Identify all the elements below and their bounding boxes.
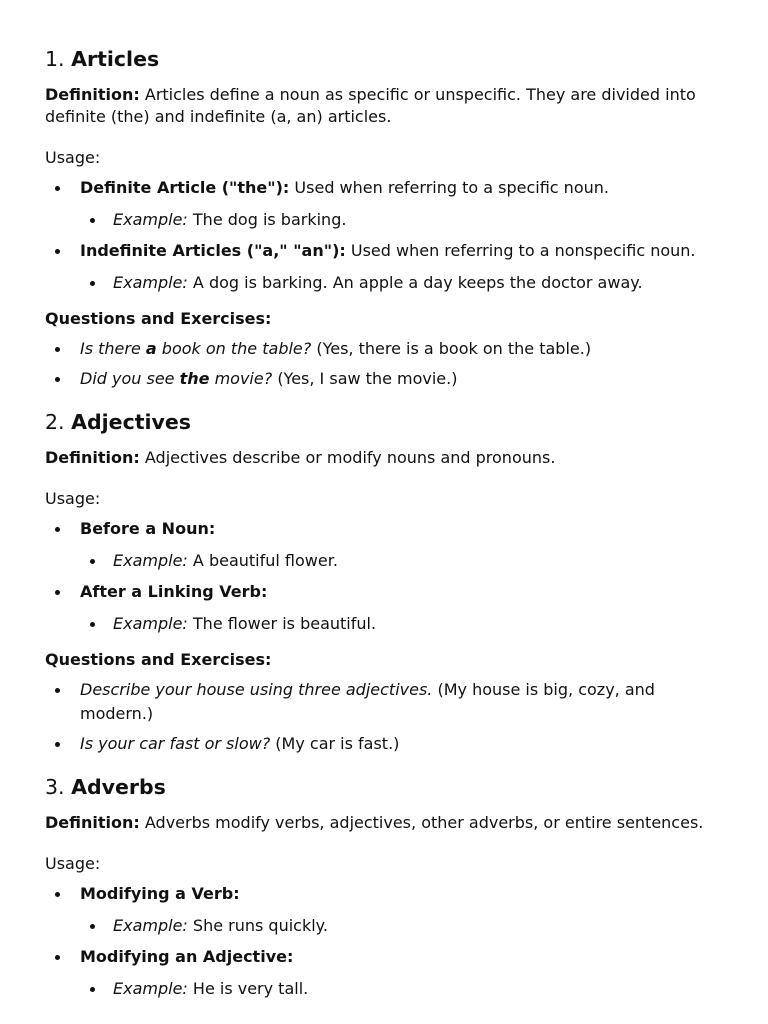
definition-label: Definition:: [45, 813, 140, 832]
example-list: [80, 612, 723, 636]
usage-desc: Used when referring to a nonspecific noun.: [350, 241, 696, 260]
question-part: Did you see: [80, 369, 180, 388]
section-heading: [45, 772, 723, 802]
question-part: Is there: [80, 339, 146, 358]
usage-term: Modifying a Verb:: [80, 884, 240, 903]
example-item: [80, 977, 723, 1001]
section-articles: [45, 44, 723, 391]
example-list: [80, 271, 723, 295]
usage-item: [45, 882, 723, 938]
example-label: Example:: [113, 210, 188, 229]
section-title: Adverbs: [71, 775, 166, 799]
example-label: Example:: [113, 551, 188, 570]
section-number: 2.: [45, 410, 65, 434]
section-number: 1.: [45, 47, 65, 71]
questions-list: [45, 678, 723, 756]
example-text: She runs quickly.: [192, 916, 328, 935]
usage-desc: Used when referring to a specific noun.: [294, 178, 609, 197]
section-heading: [45, 44, 723, 74]
question-text: Describe your house using three adjectives.: [80, 680, 433, 699]
example-item: [80, 612, 723, 636]
example-label: Example:: [113, 979, 188, 998]
answer-text: (Yes, there is a book on the table.): [316, 339, 592, 358]
usage-list: [45, 517, 723, 636]
section-adverbs: [45, 772, 723, 1001]
example-text: A beautiful flower.: [192, 551, 338, 570]
example-list: [80, 208, 723, 232]
usage-label: Usage:: [45, 854, 101, 873]
example-text: The dog is barking.: [192, 210, 347, 229]
usage-item: [45, 517, 723, 573]
definition-text: Adjectives describe or modify nouns and pronouns.: [144, 448, 556, 467]
definition: [45, 84, 723, 128]
example-item: [80, 914, 723, 938]
example-label: Example:: [113, 916, 188, 935]
question-item: [45, 732, 723, 756]
definition-text: Articles define a noun as specific or unspecific. They are divided into definite (the) and indefinite (a, an) articles.: [45, 85, 696, 126]
usage-term: Indefinite Articles ("a," "an"):: [80, 241, 346, 260]
questions-label: Questions and Exercises:: [45, 650, 272, 669]
usage-label: Usage:: [45, 148, 101, 167]
example-text: He is very tall.: [192, 979, 309, 998]
example-list: [80, 549, 723, 573]
usage-list: [45, 176, 723, 295]
example-list: [80, 977, 723, 1001]
section-adjectives: [45, 407, 723, 756]
question-text: [80, 369, 272, 388]
usage-item: [45, 176, 723, 232]
section-heading: [45, 407, 723, 437]
questions-label: Questions and Exercises:: [45, 309, 272, 328]
usage-item: [45, 945, 723, 1001]
section-title: Adjectives: [71, 410, 192, 434]
question-text: [80, 339, 311, 358]
definition: [45, 812, 723, 834]
example-label: Example:: [113, 273, 188, 292]
usage-term: Definite Article ("the"):: [80, 178, 290, 197]
answer-text: (My car is fast.): [275, 734, 400, 753]
usage-list: [45, 882, 723, 1001]
definition: [45, 447, 723, 469]
example-label: Example:: [113, 614, 188, 633]
example-text: A dog is barking. An apple a day keeps the doctor away.: [192, 273, 643, 292]
definition-label: Definition:: [45, 85, 140, 104]
question-emphasis: a: [145, 339, 157, 358]
section-number: 3.: [45, 775, 65, 799]
usage-term: Before a Noun:: [80, 519, 216, 538]
definition-label: Definition:: [45, 448, 140, 467]
questions-list: [45, 337, 723, 391]
question-text: Is your car fast or slow?: [80, 734, 271, 753]
usage-item: [45, 239, 723, 295]
example-item: [80, 549, 723, 573]
question-item: [45, 337, 723, 361]
question-part: movie?: [209, 369, 273, 388]
answer-text: (Yes, I saw the movie.): [277, 369, 458, 388]
question-item: [45, 678, 723, 726]
usage-term: Modifying an Adjective:: [80, 947, 294, 966]
usage-label: Usage:: [45, 489, 101, 508]
example-text: The flower is beautiful.: [192, 614, 377, 633]
example-item: [80, 271, 723, 295]
usage-term: After a Linking Verb:: [80, 582, 268, 601]
question-part: book on the table?: [156, 339, 312, 358]
example-item: [80, 208, 723, 232]
question-emphasis: the: [179, 369, 210, 388]
usage-item: [45, 580, 723, 636]
definition-text: Adverbs modify verbs, adjectives, other adverbs, or entire sentences.: [144, 813, 704, 832]
section-title: Articles: [71, 47, 160, 71]
answer-text: (My house is big, cozy, and modern.): [80, 680, 655, 723]
question-item: [45, 367, 723, 391]
example-list: [80, 914, 723, 938]
